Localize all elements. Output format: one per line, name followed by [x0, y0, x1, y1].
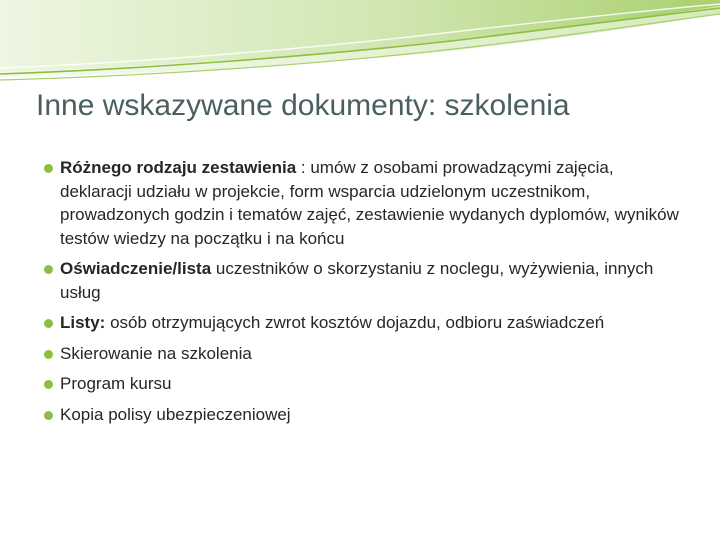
bullet-dot-icon — [44, 265, 53, 274]
slide-title: Inne wskazywane dokumenty: szkolenia — [36, 89, 570, 122]
bullet-body-text: Skierowanie na szkolenia — [60, 343, 252, 363]
bullet-dot-icon — [44, 319, 53, 328]
bullet-text — [60, 344, 252, 363]
bullet-dot-icon — [44, 411, 53, 420]
bullet-dot-icon — [44, 380, 53, 389]
bullet-body-text: Kopia polisy ubezpieczeniowej — [60, 404, 291, 424]
list-item — [44, 403, 684, 427]
bullet-text — [60, 259, 653, 302]
list-item — [44, 311, 684, 335]
bullet-text — [60, 158, 679, 248]
bullet-dot-icon — [44, 164, 53, 173]
list-item — [44, 372, 684, 396]
bullet-bold-text: Listy: — [60, 313, 106, 332]
bullet-bold-text: Oświadczenie/lista — [60, 259, 212, 278]
bullet-text — [60, 313, 604, 332]
bullet-body-text: osób otrzymujących zwrot kosztów dojazdu, odbioru zaświadczeń — [105, 313, 605, 332]
bullet-bold-text: Różnego rodzaju zestawienia — [60, 158, 297, 177]
bullet-body-text: : umów z osobami prowadzącymi zajęcia, deklaracji udziału w projekcie, form wsparcia udzielonym uczestnikom, prowadzonych godzin i tematów zajęć, zestawienie wydanych dyplomów, wyników testów wiedzy na początku i na końcu — [60, 158, 679, 248]
bullet-body-text: uczestników o skorzystaniu z noclegu, wyżywienia, innych usług — [60, 259, 654, 302]
list-item — [44, 342, 684, 366]
bullet-text — [60, 405, 291, 424]
bullet-list — [44, 156, 684, 433]
bullet-body-text: Program kursu — [60, 374, 172, 393]
bullet-dot-icon — [44, 350, 53, 359]
bullet-text — [60, 374, 171, 393]
list-item — [44, 156, 684, 250]
header-swoosh-decoration — [0, 0, 720, 90]
list-item — [44, 257, 684, 304]
